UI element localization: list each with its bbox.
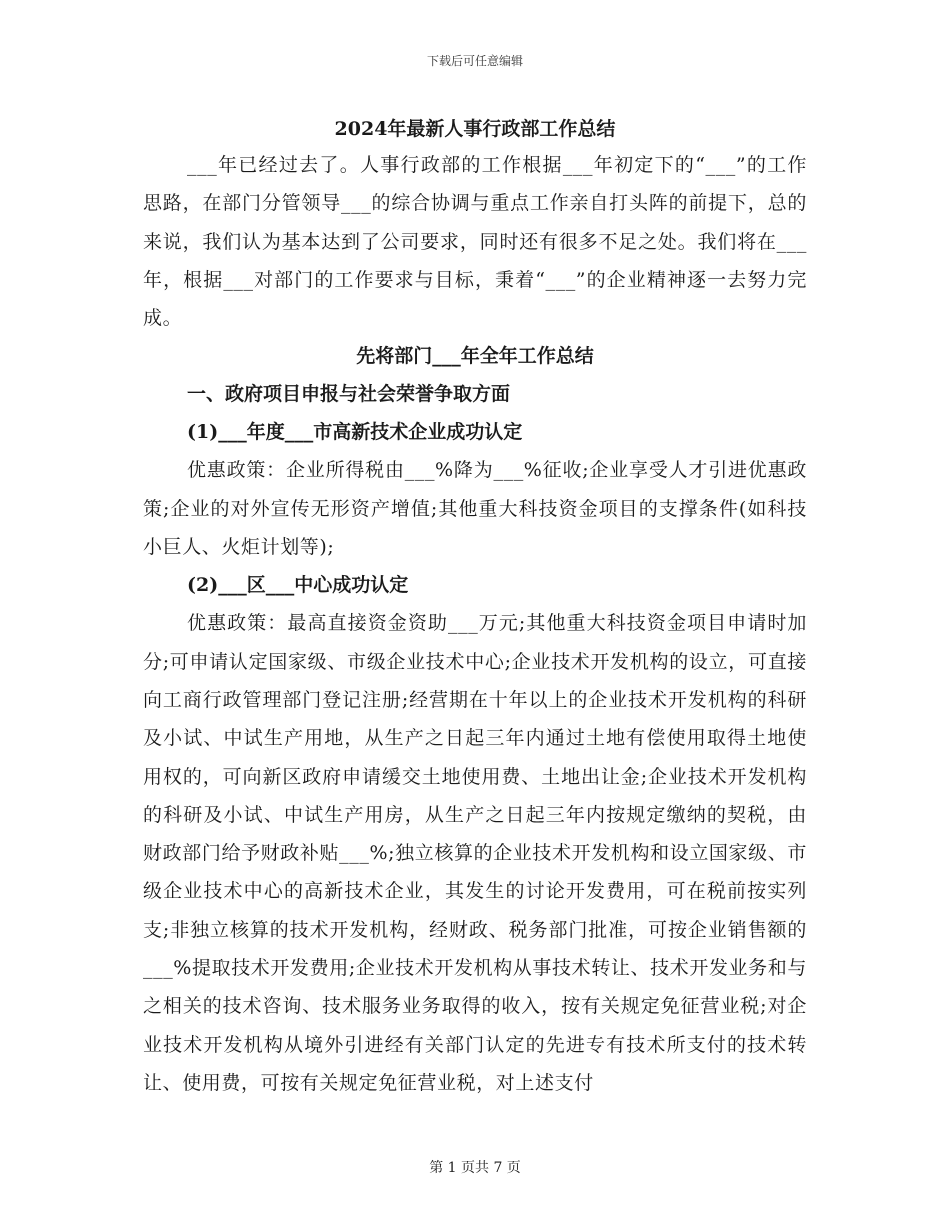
document-body — [143, 112, 807, 1102]
item-1-heading: (1)___年度___市高新技术企业成功认定 — [187, 421, 523, 444]
item-1-paragraph: 优惠政策：企业所得税由___%降为___%征收;企业享受人才引进优惠政策;企业的对外宣传无形资产增值;其他重大科技资金项目的支撑条件(如科技小巨人、火炬计划等); — [143, 459, 807, 559]
section-title: 先将部门___年全年工作总结 — [356, 345, 594, 368]
item-2-paragraph: 优惠政策：最高直接资金资助___万元;其他重大科技资金项目申请时加分;可申请认定国家级、市级企业技术中心;企业技术开发机构的设立，可直接向工商行政管理部门登记注册;经营期在十年以上的企业技术开发机构的科研及小试、中试生产用地，从生产之日起三年内通过土地有偿使用取得土地使用权的，可向新区政府申请缓交土地使用费、土地出让金;企业技术开发机构的科研及小试、中试生产用房，从生产之日起三年内按规定缴纳的契税，由财政部门给予财政补贴___%;独立核算的企业技术开发机构和设立国家级、市级企业技术中心的高新技术企业，其发生的讨论开发费用，可在税前按实列支;非独立核算的技术开发机构，经财政、税务部门批准，可按企业销售额的___%提取技术开发费用;企业技术开发机构从事技术转让、技术开发业务和与之相关的技术咨询、技术服务业务取得的收入，按有关规定免征营业税;对企业技术开发机构从境外引进经有关部门认定的先进专有技术所支付的技术转让、使用费，可按有关规定免征营业税，对上述支付 — [143, 612, 807, 1094]
heading-1: 一、政府项目申报与社会荣誉争取方面 — [187, 383, 511, 406]
item-2-heading: (2)___区___中心成功认定 — [187, 574, 409, 597]
intro-paragraph: ___年已经过去了。人事行政部的工作根据___年初定下的“___”的工作思路，在部门分管领导___的综合协调与重点工作亲自打头阵的前提下，总的来说，我们认为基本达到了公司要求，同时还有很多不足之处。我们将在___年，根据___对部门的工作要求与目标，秉着“___”的企业精神逐一去努力完成。 — [143, 154, 807, 330]
page-footer: 第 1 页共 7 页 — [429, 1160, 521, 1176]
page-header: 下载后可任意编辑 — [426, 54, 523, 68]
document-title: 2024年最新人事行政部工作总结 — [334, 118, 616, 140]
